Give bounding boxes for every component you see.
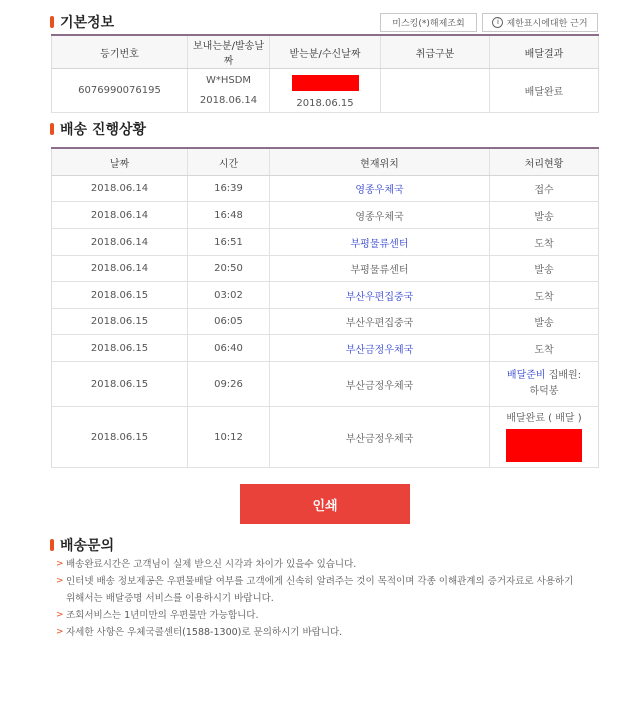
progress-title [50, 119, 146, 139]
table-row [52, 335, 599, 362]
progress-title-text: 배송 진행상황 [60, 122, 147, 138]
list-item [56, 573, 596, 590]
basic-info-table [51, 34, 599, 113]
row-time: 06:05 [188, 309, 270, 335]
row-status: 발송 [490, 256, 599, 282]
table-header-row [52, 148, 599, 176]
row-location [270, 335, 490, 362]
header-status: 처리현황 [490, 148, 599, 176]
row-date: 2018.06.14 [52, 176, 188, 202]
sender-name: W*HSDM [205, 74, 252, 86]
table-row [52, 282, 599, 309]
table-row [52, 176, 599, 202]
header-recipient: 받는분/수신날짜 [270, 35, 381, 69]
unmask-button[interactable] [380, 13, 477, 32]
result-cell: 배달완료 [490, 69, 599, 113]
location-link[interactable]: 영종우체국 [355, 185, 404, 196]
row-status: 발송 [490, 202, 599, 229]
header-handling: 취급구분 [381, 35, 490, 69]
sender-cell [188, 69, 270, 113]
list-item [56, 607, 596, 624]
chevron-right-icon: > [56, 559, 64, 569]
table-row [52, 256, 599, 282]
restriction-reason-button[interactable] [482, 13, 598, 32]
row-date: 2018.06.15 [52, 309, 188, 335]
row-location [270, 176, 490, 202]
row-time: 03:02 [188, 282, 270, 309]
note-text: 조회서비스는 1년미만의 우편물만 가능합니다. [66, 610, 259, 621]
table-row [52, 362, 599, 407]
row-time: 06:40 [188, 335, 270, 362]
list-item [56, 556, 596, 573]
row-date: 2018.06.15 [52, 362, 188, 407]
final-status: 배달완료 ( 배달 ) [506, 413, 582, 424]
location-link[interactable]: 부산금정우체국 [345, 344, 414, 356]
row-date: 2018.06.15 [52, 335, 188, 362]
row-time: 16:51 [188, 229, 270, 256]
note-text: 배송완료시간은 고객님이 실제 받으신 시각과 차이가 있을수 있습니다. [66, 559, 357, 570]
row-status: 접수 [490, 176, 599, 202]
send-date: 2018.06.14 [199, 94, 258, 106]
row-status: 도착 [490, 335, 599, 362]
row-date: 2018.06.15 [52, 282, 188, 309]
header-sender: 보내는분/발송날짜 [188, 35, 270, 69]
note-text: 위해서는 배달증명 서비스를 이용하시기 바랍니다. [66, 593, 274, 604]
handling-cell [381, 69, 490, 113]
row-status: 도착 [490, 229, 599, 256]
row-location: 부평물류센터 [270, 256, 490, 282]
inquiry-title-text: 배송문의 [60, 538, 115, 554]
carrier-name: 하덕봉 [529, 386, 559, 397]
print-button[interactable]: 인쇄 [240, 484, 410, 524]
row-status: 발송 [490, 309, 599, 335]
chevron-right-icon: > [56, 610, 64, 620]
header-time: 시간 [188, 148, 270, 176]
basic-info-title-text: 기본정보 [60, 15, 115, 31]
row-location: 부산우편집중국 [270, 309, 490, 335]
row-status [490, 362, 599, 407]
progress-table [51, 147, 599, 468]
section-marker-icon [50, 16, 54, 28]
tracking-number: 6076990076195 [52, 69, 188, 113]
inquiry-title [50, 535, 114, 555]
row-time: 10:12 [188, 407, 270, 468]
inquiry-notes [56, 556, 596, 641]
header-location: 현재위치 [270, 148, 490, 176]
info-icon: i [492, 17, 503, 28]
carrier-label: 집배원: [545, 370, 582, 381]
row-time: 20:50 [188, 256, 270, 282]
row-location: 영종우체국 [270, 202, 490, 229]
table-header-row [52, 35, 599, 69]
row-location [270, 229, 490, 256]
location-link[interactable]: 부산우편집중국 [345, 291, 414, 303]
location-link[interactable]: 부평물류센터 [350, 238, 409, 250]
row-status: 도착 [490, 282, 599, 309]
table-row [52, 229, 599, 256]
note-text: 인터넷 배송 정보제공은 우편물배달 여부를 고객에게 신속히 알려주는 것이 목적이며 각종 이해관계의 증거자료로 사용하기 [66, 576, 574, 587]
row-time: 09:26 [188, 362, 270, 407]
row-date: 2018.06.14 [52, 229, 188, 256]
row-location: 부산금정우체국 [270, 407, 490, 468]
table-row [52, 69, 599, 113]
delivery-prep-link[interactable]: 배달준비 [506, 370, 546, 381]
row-time: 16:48 [188, 202, 270, 229]
restriction-reason-label: 제한표시에대한 근거 [506, 19, 588, 29]
section-marker-icon [50, 123, 54, 135]
signature-redacted [506, 429, 582, 462]
header-tracking: 등기번호 [52, 35, 188, 69]
recipient-cell [270, 69, 381, 113]
row-date: 2018.06.15 [52, 407, 188, 468]
row-date: 2018.06.14 [52, 256, 188, 282]
row-status [490, 407, 599, 468]
row-date: 2018.06.14 [52, 202, 188, 229]
receive-date: 2018.06.15 [296, 97, 354, 109]
table-row [52, 309, 599, 335]
list-item [56, 624, 596, 641]
table-row [52, 202, 599, 229]
header-result: 배달결과 [490, 35, 599, 69]
recipient-redacted [292, 75, 359, 91]
header-date: 날짜 [52, 148, 188, 176]
row-location: 부산금정우체국 [270, 362, 490, 407]
row-time: 16:39 [188, 176, 270, 202]
row-location [270, 282, 490, 309]
unmask-button-label: 미스킹(*)해제조회 [392, 19, 465, 29]
chevron-right-icon: > [56, 627, 64, 637]
table-row [52, 407, 599, 468]
basic-info-title [50, 12, 114, 32]
list-item [56, 590, 596, 607]
note-text: 자세한 사항은 우체국콜센터(1588-1300)로 문의하시기 바랍니다. [66, 627, 343, 638]
section-marker-icon [50, 539, 54, 551]
chevron-right-icon: > [56, 576, 64, 586]
